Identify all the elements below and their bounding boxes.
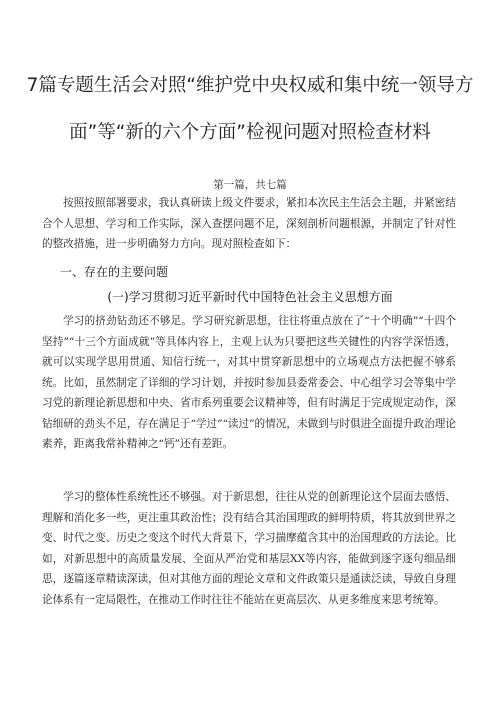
section-heading: 一、存在的主要问题 [60, 265, 169, 279]
body-paragraph: 学习的挤劲钻劲还不够足。学习研究新思想，往往将重点放在了“十个明确”“十四个坚持”“十三个方面成就”等具体内容上，主观上认为只要把这些关键性的内容学深悟透，就可以实现学思用贯通、知信行统一，对其中贯穿新思想中的立场观点方法把握不够系统。比如，虽然制定了详细的学习计划，并按时参加县委常委会、中心组学习会等集中学习党的新理论新思想和中央、省市系列重要会议精神等，但有时满足于完成规定动作，深钻细研的劲头不足，存在满足于“学过”“读过”的情况，未做到与时俱进全面提升政治理论素养，距离我常补精神之“钙”还有差距。 [42, 315, 456, 450]
document-title-line-2: 面”等“新的六个方面”检视问题对照检查材料 [69, 122, 431, 143]
intro-paragraph-block [42, 193, 456, 255]
body-paragraph: 学习的整体性系统性还不够强。对于新思想，往往从党的创新理论这个层面去感悟、理解和消化多一些，更注重其政治性；没有结合其治国理政的鲜明特质，将其放到世界之变、时代之变、历史之变这个时代大背景下，学习揣摩蕴含其中的治国理政的方法论。比如，对新思想中的高质量发展、全面从严治党和基层XX等内容，能做到逐字逐句细品细思，逐篇逐章精读深读，但对其他方面的理论文章和文件政策只是通读泛读，导致自身理论体系有一定局限性，在推动工作时往往不能站在更高层次、从更多维度来思考统筹。 [42, 491, 456, 606]
document-title-line-1: 7篇专题生活会对照“维护党中央权威和集中统一领导方 [26, 75, 474, 96]
intro-paragraph: 按照按照部署要求，我认真研读上级文件要求，紧扣本次民主生活会主题，并紧密结合个人思想、学习和工作实际，深入查摆问题不足，深刻剖析问题根源，并制定了针对性的整改措施，进一步明确努力方向。现对照检查如下： [42, 197, 456, 250]
paragraph-block-2 [42, 487, 456, 610]
document-subtitle: 第一篇，共七篇 [213, 179, 287, 191]
paragraph-block-1 [42, 311, 456, 455]
subsection-heading: (一)学习贯彻习近平新时代中国特色社会主义思想方面 [107, 290, 393, 304]
